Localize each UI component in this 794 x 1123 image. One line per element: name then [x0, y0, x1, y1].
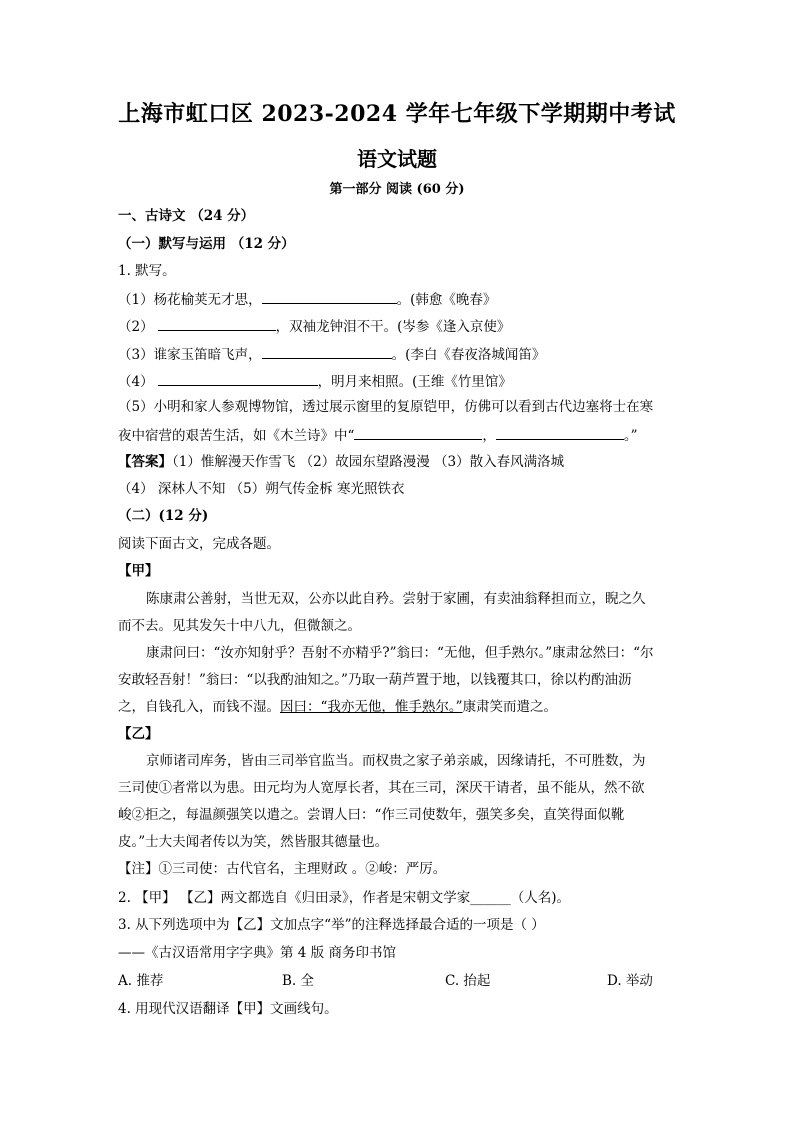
question-text: （4）	[118, 374, 154, 390]
passage-yi-line4: 皮。”士大夫闻者传以为笑，然皆服其德量也。	[118, 834, 389, 850]
answer-blank	[496, 425, 624, 440]
question-text: 。”	[623, 428, 638, 444]
option-c: C. 抬起	[445, 973, 491, 989]
underlined-sentence: 因曰：“我亦无他，惟手熟尔。”	[280, 699, 463, 715]
answer-blank	[262, 344, 392, 359]
question-3: 3. 从下列选项中为【乙】文加点字“举”的注释选择最合适的一项是（ ）	[118, 917, 545, 933]
question-1-3	[118, 344, 545, 364]
option-b: B. 全	[282, 973, 315, 989]
answer-blank	[262, 289, 397, 304]
question-4: 4. 用现代汉语翻译【甲】文画线句。	[118, 1001, 338, 1017]
answer-label: 【答案】	[118, 454, 172, 470]
passage-jia-p2-line3	[118, 698, 557, 716]
document-title: 上海市虹口区 2023-2024 学年七年级下学期期中考试	[118, 101, 676, 127]
passage-text: 之，自钱孔入，而钱不湿。	[118, 699, 280, 715]
question-text: 。(李白《春夜洛城闻笛》	[391, 347, 546, 363]
question-1-5-line1: （5）小明和家人参观博物馆，透过展示窗里的复原铠甲，仿佛可以看到古代边塞将士在寒	[118, 399, 654, 415]
question-2: 2. 【甲】 【乙】两文都选自《归田录》，作者是宋朝文学家______（人名)。	[118, 890, 570, 906]
question-text: ，明月来相照。(王维《竹里馆》	[317, 374, 512, 390]
footnote: 【注】①三司使：古代官名，主理财政 。②峻：严厉。	[118, 861, 447, 877]
passage-yi-label: 【乙】	[118, 726, 159, 742]
passage-jia-p2-line2: 安敢轻吾射！”翁曰：“以我酌油知之。”乃取一葫芦置于地，以钱覆其口，徐以杓酌油沥	[118, 672, 632, 688]
answer-blank	[158, 371, 318, 386]
answer-blank	[158, 316, 276, 331]
passage-jia-p1-line2: 而不去。见其发矢十中八九，但微颔之。	[118, 618, 361, 634]
question-1-2	[118, 316, 510, 336]
question-text: ，双袖龙钟泪不干。(岑参《逢入京使》	[275, 319, 511, 335]
passage-text: 康肃笑而遣之。	[462, 699, 558, 715]
question-1-5-line2	[118, 425, 638, 445]
answer-text: （1）惟解漫天作雪飞 （2）故园东望路漫漫 （3）散入春风满洛城	[172, 454, 565, 470]
question-text: 夜中宿营的艰苦生活，如《木兰诗》中“	[118, 428, 355, 444]
question-1-1	[118, 289, 496, 309]
passage-jia-label: 【甲】	[118, 563, 159, 579]
passage-yi-line2: 三司使①者常以为患。田元均为人宽厚长者，其在三司，深厌干请者，虽不能从，然不欲	[118, 780, 645, 796]
question-text: ，	[482, 428, 496, 444]
option-a: A. 推荐	[118, 973, 164, 989]
answer-line-1	[118, 453, 564, 471]
question-text: （1）杨花榆荚无才思，	[118, 292, 262, 308]
subsection-heading: （一）默写与运用 （12 分）	[118, 236, 295, 252]
question-3-source: ——《古汉语常用字字典》第 4 版 商务印书馆	[118, 945, 396, 961]
question-1-4	[118, 371, 512, 391]
question-1: 1. 默写。	[118, 263, 176, 279]
document-subtitle: 语文试题	[357, 147, 437, 171]
passage-yi-line1: 京师诸司库务，皆由三司举官监当。而权贵之家子弟亲戚，因缘请托，不可胜数，为	[146, 753, 646, 769]
subsection-heading-2: （二）(12 分)	[118, 508, 209, 524]
reading-intro: 阅读下面古文，完成各题。	[118, 536, 280, 552]
answer-line-2: （4） 深林人不知 （5）朔气传金柝 寒光照铁衣	[118, 481, 405, 497]
passage-jia-p1-line1: 陈康肃公善射，当世无双，公亦以此自矜。尝射于家圃，有卖油翁释担而立，睨之久	[146, 591, 646, 607]
passage-yi-line3: 峻②拒之，每温颜强笑以遣之。尝谓人曰：“作三司使数年，强笑多矣，直笑得面似靴	[118, 807, 625, 823]
option-d: D. 举动	[607, 973, 653, 989]
passage-jia-p2-line1: 康肃问曰：“汝亦知射乎？吾射不亦精乎?”翁曰：“无他，但手熟尔。”康肃忿然曰：“尔	[146, 645, 654, 661]
question-text: （3）谁家玉笛暗飞声，	[118, 347, 262, 363]
question-text: 。(韩愈《晚春》	[396, 292, 497, 308]
section-heading: 一、古诗文 （24 分）	[118, 208, 255, 224]
answer-blank	[354, 425, 482, 440]
question-text: （2）	[118, 319, 154, 335]
part-heading: 第一部分 阅读 (60 分)	[329, 182, 465, 197]
